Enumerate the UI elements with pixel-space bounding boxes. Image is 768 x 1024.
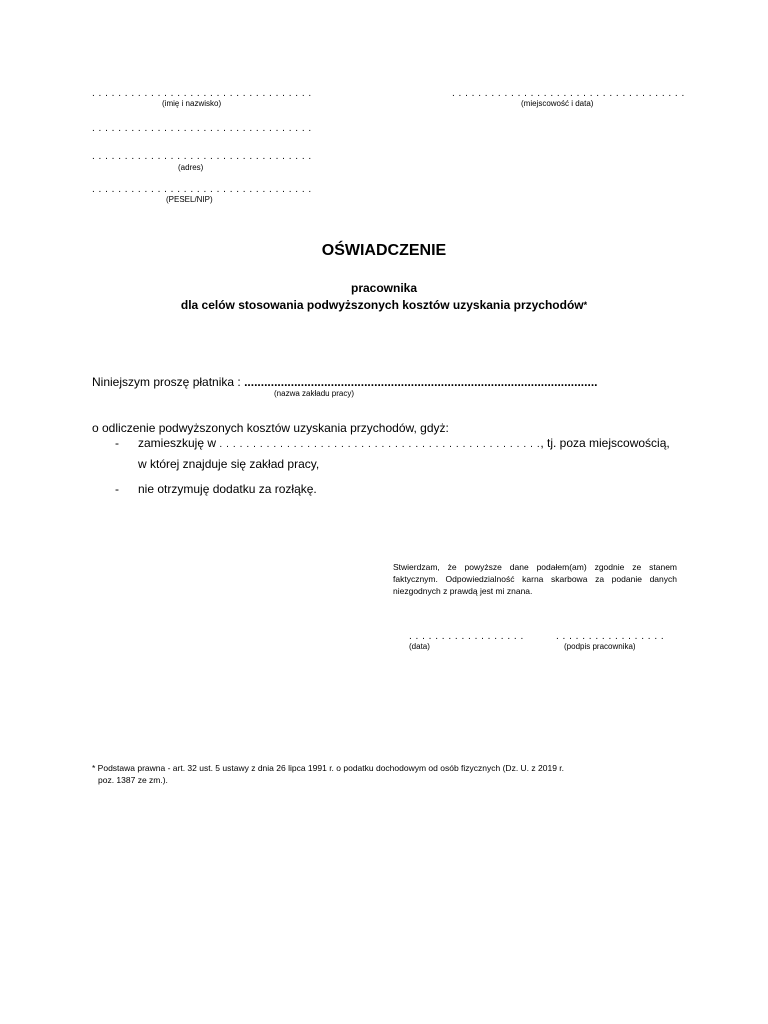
residence-continuation: w której znajduje się zakład pracy, bbox=[138, 457, 320, 471]
item-dash-1: - bbox=[115, 436, 119, 450]
subtitle-purpose-text: dla celów stosowania podwyższonych kosztów uzyskania przychodów bbox=[180, 298, 584, 312]
footnote-line-1: * Podstawa prawna - art. 32 ust. 5 ustawy z dnia 26 lipca 1991 r. o podatku dochodowym od osób fizycznych (Dz. U. z 2019 r. bbox=[92, 763, 565, 773]
address-label: (adres) bbox=[178, 163, 204, 172]
address-dotted-line-2[interactable]: . . . . . . . . . . . . . . . . . . . . . . . . . . . . . . . . . . bbox=[92, 151, 312, 162]
request-line bbox=[92, 375, 597, 390]
signature-label: (podpis pracownika) bbox=[564, 642, 636, 651]
no-allowance-line: nie otrzymuję dodatku za rozłąkę. bbox=[138, 482, 317, 496]
item-dash-2: - bbox=[115, 482, 119, 496]
place-date-dotted-line[interactable]: . . . . . . . . . . . . . . . . . . . . . . . . . . . . . . . . . . . . bbox=[452, 88, 685, 99]
residence-text-before: zamieszkuję w bbox=[138, 436, 217, 450]
statement-paragraph: Stwierdzam, że powyższe dane podałem(am) zgodnie ze stanem faktycznym. Odpowiedzialność karna skarbowa za podanie danych niezgodnych z prawdą jest mi znana. bbox=[393, 562, 677, 596]
name-label: (imię i nazwisko) bbox=[162, 99, 222, 108]
request-prefix: Niniejszym proszę płatnika : bbox=[92, 375, 241, 389]
residence-text-after: , tj. poza miejscowością, bbox=[540, 436, 670, 450]
footnote-marker: * bbox=[583, 300, 588, 310]
residence-place-field[interactable]: . . . . . . . . . . . . . . . . . . . . . . . . . . . . . . . . . . . . . . . . . . . . . . . . bbox=[219, 439, 541, 450]
deduction-line: o odliczenie podwyższonych kosztów uzyskania przychodów, gdyż: bbox=[92, 421, 449, 435]
employer-name-field[interactable]: .......................................................................................................... bbox=[244, 375, 598, 389]
subtitle-purpose bbox=[0, 297, 768, 313]
employer-name-label: (nazwa zakładu pracy) bbox=[274, 389, 355, 398]
date-dotted-line[interactable]: . . . . . . . . . . . . . . . . . . bbox=[409, 631, 524, 642]
address-dotted-line-1[interactable]: . . . . . . . . . . . . . . . . . . . . . . . . . . . . . . . . . . bbox=[92, 123, 312, 134]
signature-dotted-line[interactable]: . . . . . . . . . . . . . . . . . bbox=[556, 631, 665, 642]
pesel-label: (PESEL/NIP) bbox=[166, 195, 213, 204]
name-dotted-line[interactable]: . . . . . . . . . . . . . . . . . . . . . . . . . . . . . . . . . . bbox=[92, 88, 312, 99]
pesel-dotted-line[interactable]: . . . . . . . . . . . . . . . . . . . . . . . . . . . . . . . . . . bbox=[92, 184, 312, 195]
subtitle-employee: pracownika bbox=[350, 281, 418, 295]
footnote-line-2: poz. 1387 ze zm.). bbox=[98, 775, 168, 785]
place-date-label: (miejscowość i data) bbox=[521, 99, 594, 108]
date-label: (data) bbox=[409, 642, 430, 651]
document-title: OŚWIADCZENIE bbox=[321, 242, 447, 259]
residence-line bbox=[138, 436, 670, 452]
